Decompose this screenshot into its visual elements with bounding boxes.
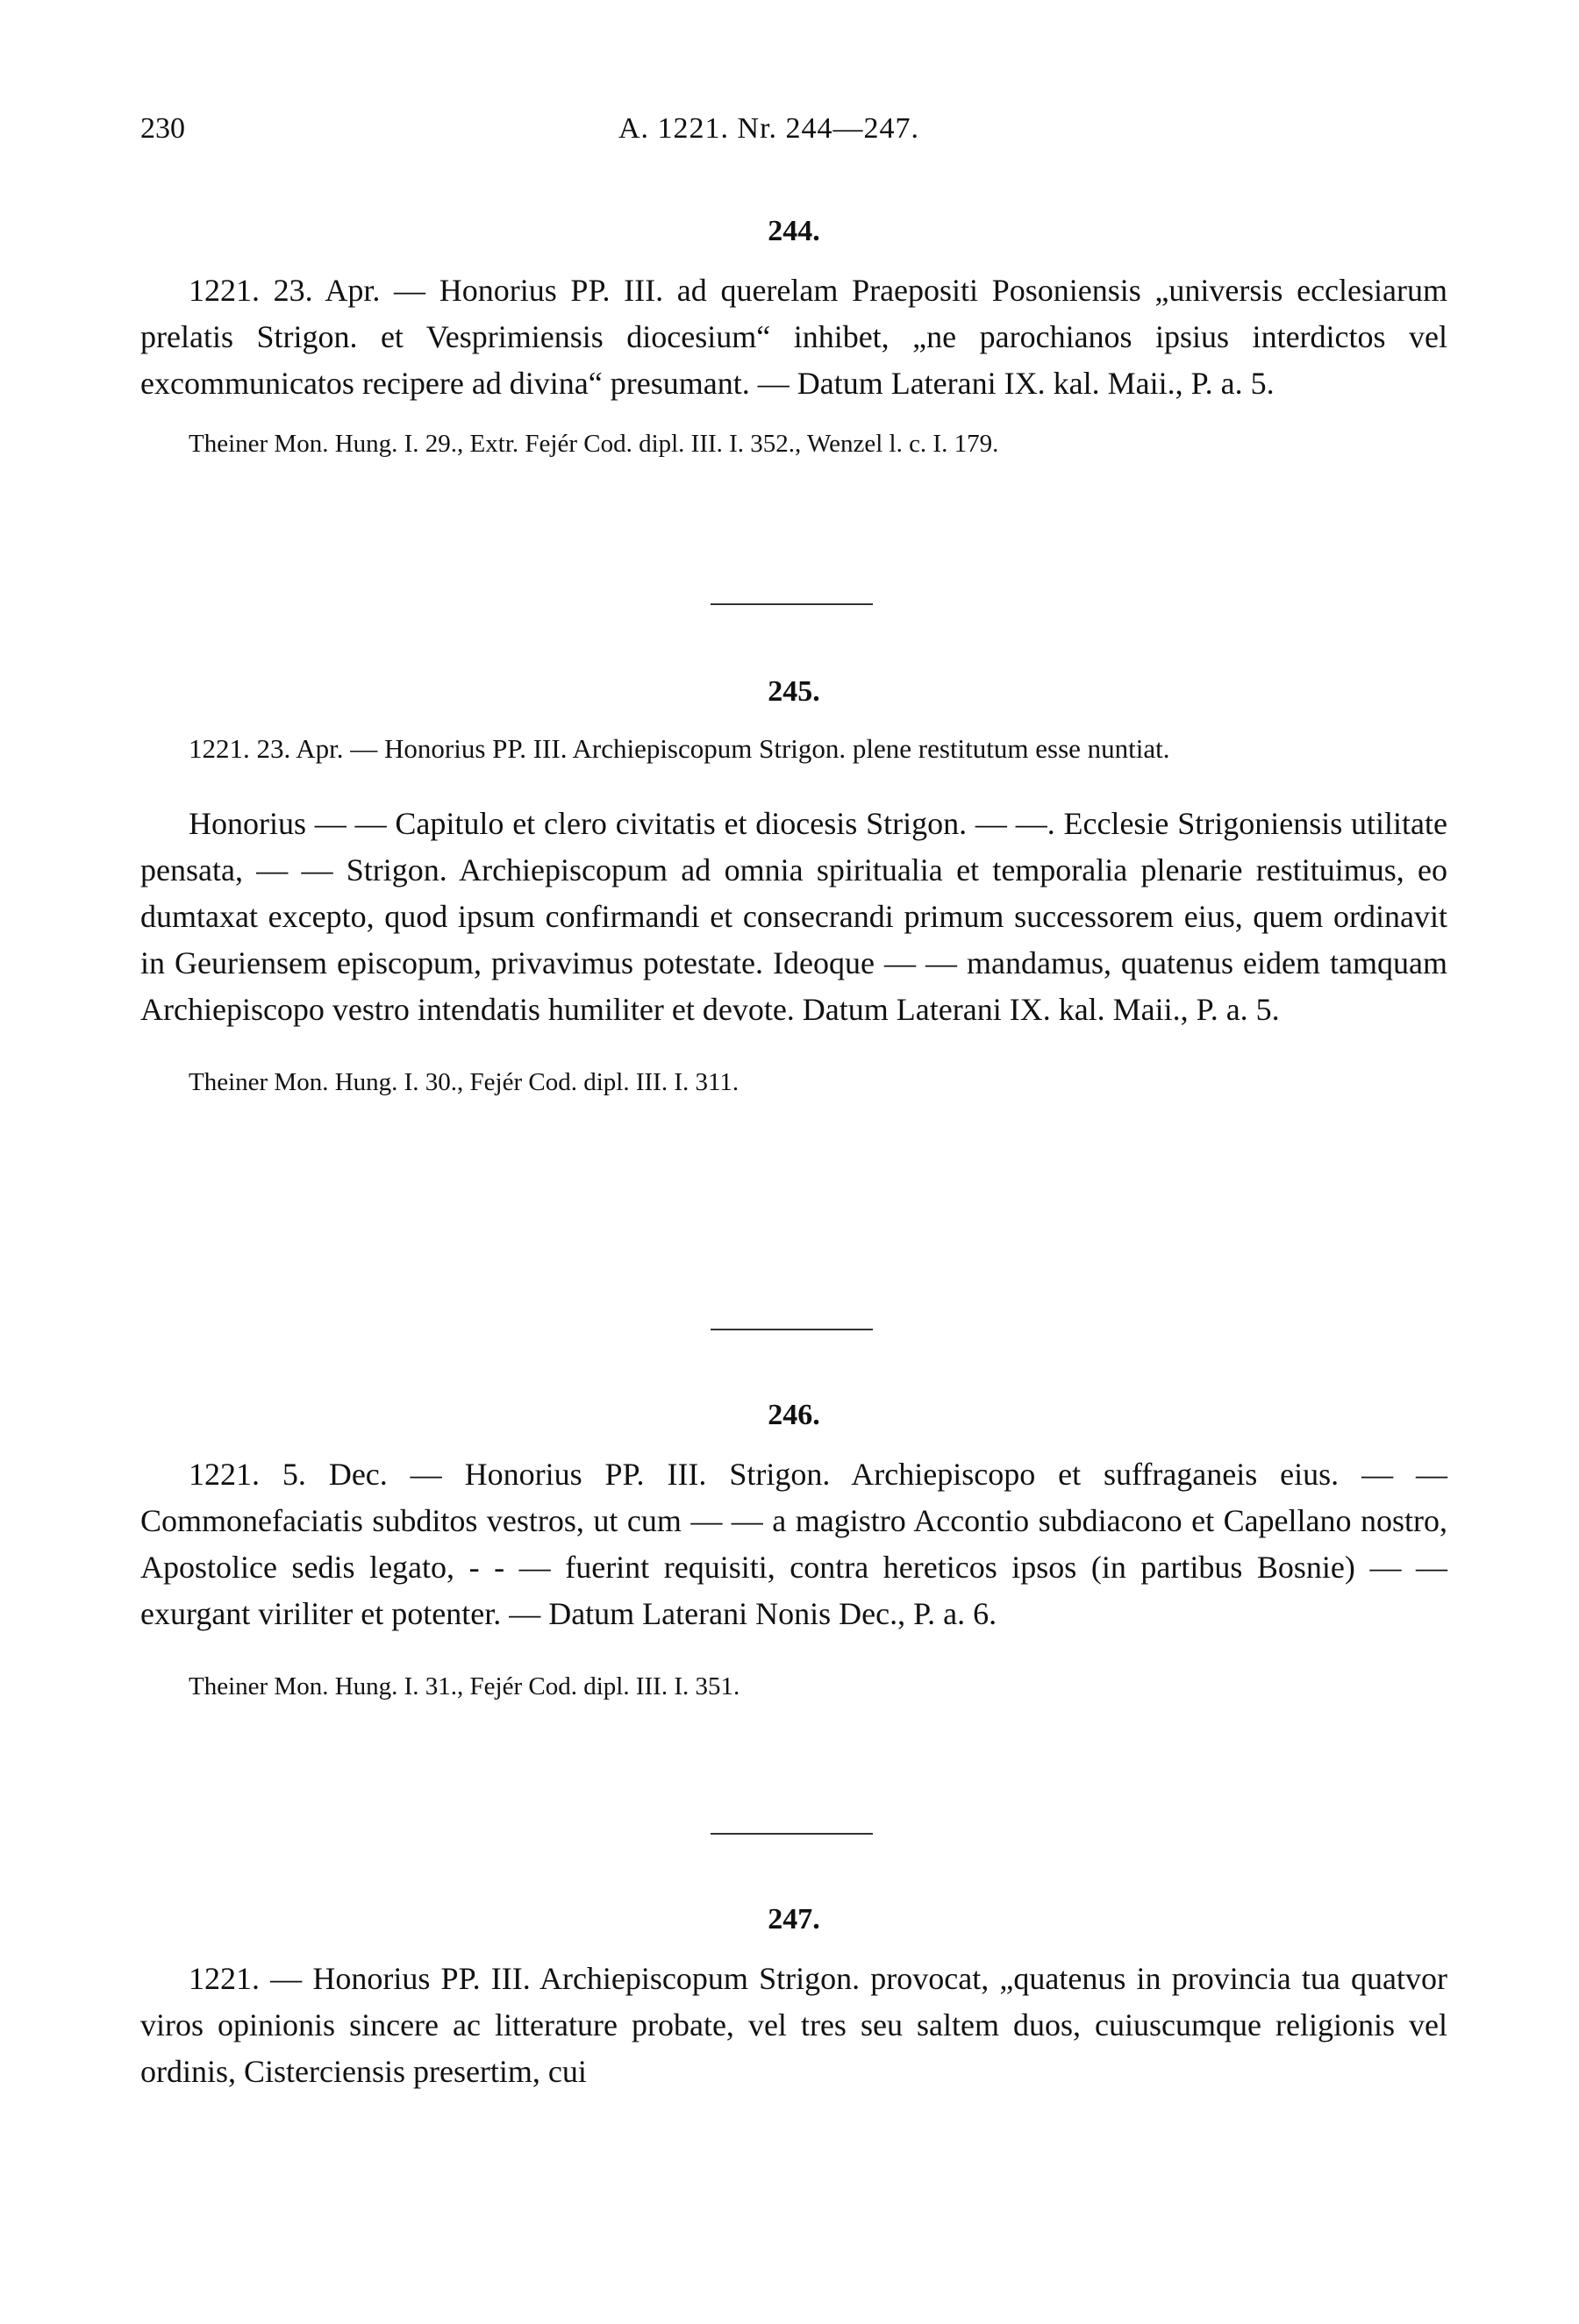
section-divider (711, 603, 873, 605)
entry-regest: 1221. 23. Apr. — Honorius PP. III. Archiepiscopum Strigon. plene restitutum esse nuntiat. (189, 733, 1170, 764)
entry-citation: Theiner Mon. Hung. I. 29., Extr. Fejér Cod. dipl. III. I. 352., Wenzel l. c. I. 179. (189, 430, 999, 458)
entry-247 (140, 1903, 1447, 2095)
entry-number: 244. (768, 215, 820, 247)
entry-number: 246. (768, 1399, 820, 1431)
entry-citation: Theiner Mon. Hung. I. 30., Fejér Cod. dipl. III. I. 311. (189, 1068, 739, 1096)
section-divider (711, 1329, 873, 1330)
entry-245 (140, 675, 1447, 1100)
running-head: A. 1221. Nr. 244—247. (618, 112, 920, 145)
page-number: 230 (140, 112, 185, 145)
entry-text: Honorius — — Capitulo et clero civitatis et diocesis Strigon. — —. Ecclesie Strigoniensis utilitate pensata, — — Strigon. Archiepiscopum ad omnia spiritualia et temporalia plenarie restituimus, eo dumtaxat excepto, quod ipsum confirmandi et consecrandi primum successorem eius, quem ordinavit in Geuriensem episcopum, privavimus potestate. Ideoque — — mandamus, quatenus eidem tamquam Archiepiscopo vestro intendatis humiliter et devote. Datum Laterani IX. kal. Maii., P. a. 5. (140, 806, 1447, 1027)
entry-regest: 1221. 5. Dec. — Honorius PP. III. Strigon. Archiepiscopo et suffraganeis eius. — — Commonefaciatis subditos vestros, ut cum — — a magistro Accontio subdiacono et Capellano nostro, Apostolice sedis legato, - - — fuerint requisiti, contra hereticos ipsos (in partibus Bosnie) — — exurgant viriliter et potenter. — Datum Laterani Nonis Dec., P. a. 6. (140, 1457, 1447, 1631)
entry-regest: 1221. 23. Apr. — Honorius PP. III. ad querelam Praepositi Posoniensis „universis ecclesiarum prelatis Strigon. et Vesprimiensis diocesium“ inhibet, „ne parochianos ipsius interdictos vel excommunicatos recipere ad divina“ presumant. — Datum Laterani IX. kal. Maii., P. a. 5. (140, 273, 1447, 401)
section-divider (711, 1833, 873, 1835)
entry-246 (140, 1399, 1447, 1704)
entry-number: 245. (768, 675, 820, 708)
entry-244 (140, 215, 1447, 461)
entry-regest: 1221. — Honorius PP. III. Archiepiscopum Strigon. provocat, „quatenus in provincia tua quatvor viros opinionis sincere ac litterature probate, vel tres seu saltem duos, cuiuscumque religionis vel ordinis, Cisterciensis presertim, cui (140, 1961, 1447, 2089)
page-header (140, 112, 1456, 156)
entry-citation: Theiner Mon. Hung. I. 31., Fejér Cod. dipl. III. I. 351. (189, 1672, 740, 1700)
entry-number: 247. (768, 1903, 820, 1935)
